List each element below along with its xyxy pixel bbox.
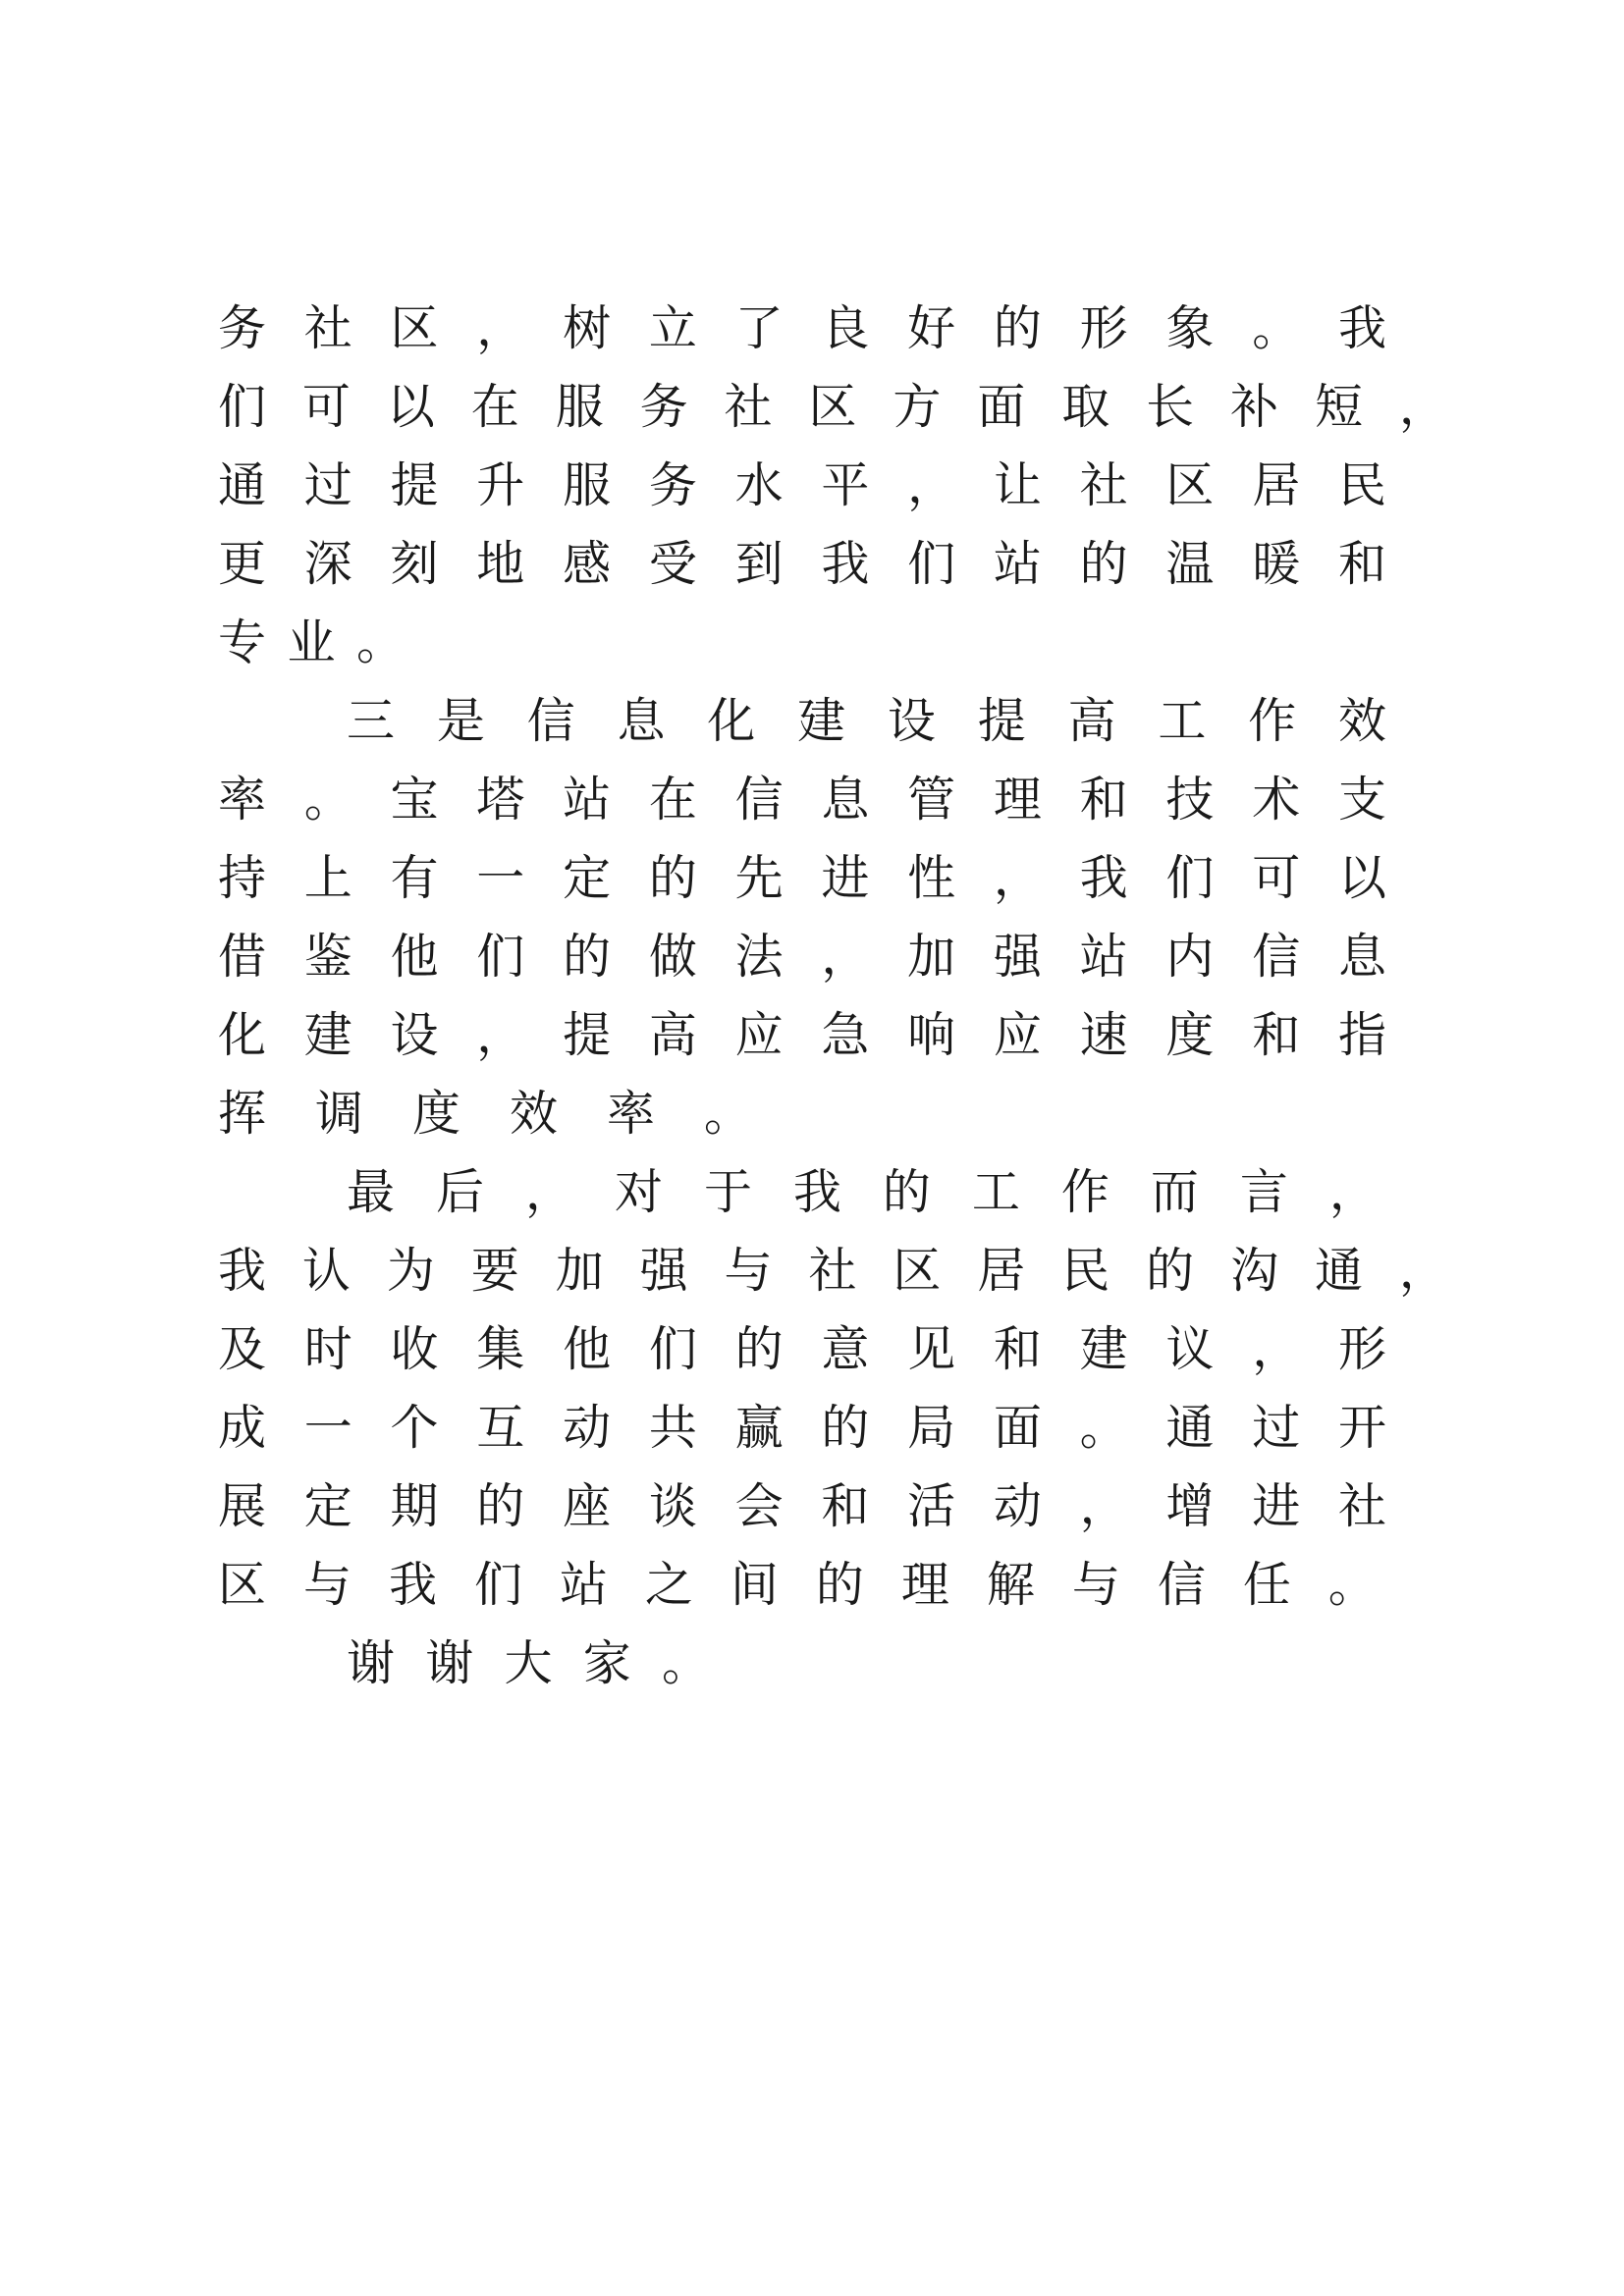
text-line: 化 建 设 ， 提 高 应 急 响 应 速 度 和 指 — [218, 1007, 1386, 1063]
text-line: 及 时 收 集 他 们 的 意 见 和 建 议 ， 形 — [218, 1321, 1386, 1377]
text-line: 们 可 以 在 服 务 社 区 方 面 取 长 补 短 ， — [218, 379, 1447, 435]
text-line: 务 社 区 ， 树 立 了 良 好 的 形 象 。 我 — [218, 300, 1386, 356]
text-line: 挥 调 度 效 率 。 — [218, 1086, 752, 1142]
text-line: 我 认 为 要 加 强 与 社 区 居 民 的 沟 通 ， — [218, 1243, 1447, 1299]
text-line: 率 。 宝 塔 站 在 信 息 管 理 和 技 术 支 — [218, 772, 1386, 828]
text-line: 三 是 信 息 化 建 设 提 高 工 作 效 — [347, 693, 1386, 749]
text-line: 展 定 期 的 座 谈 会 和 活 动 ， 增 进 社 — [218, 1478, 1386, 1534]
text-line: 借 鉴 他 们 的 做 法 ， 加 强 站 内 信 息 — [218, 929, 1386, 985]
text-line: 持 上 有 一 定 的 先 进 性 ， 我 们 可 以 — [218, 850, 1386, 906]
text-line: 最 后 ， 对 于 我 的 工 作 而 言 ， — [347, 1164, 1378, 1220]
text-line: 更 深 刻 地 感 受 到 我 们 站 的 温 暖 和 — [218, 536, 1386, 592]
text-line: 成 一 个 互 动 共 赢 的 局 面 。 通 过 开 — [218, 1400, 1386, 1456]
text-line: 通 过 提 升 服 务 水 平 ， 让 社 区 居 民 — [218, 457, 1386, 513]
text-line: 专 业 。 — [218, 614, 405, 670]
text-line: 谢 谢 大 家 。 — [347, 1635, 710, 1691]
text-line: 区 与 我 们 站 之 间 的 理 解 与 信 任 。 — [218, 1557, 1377, 1613]
